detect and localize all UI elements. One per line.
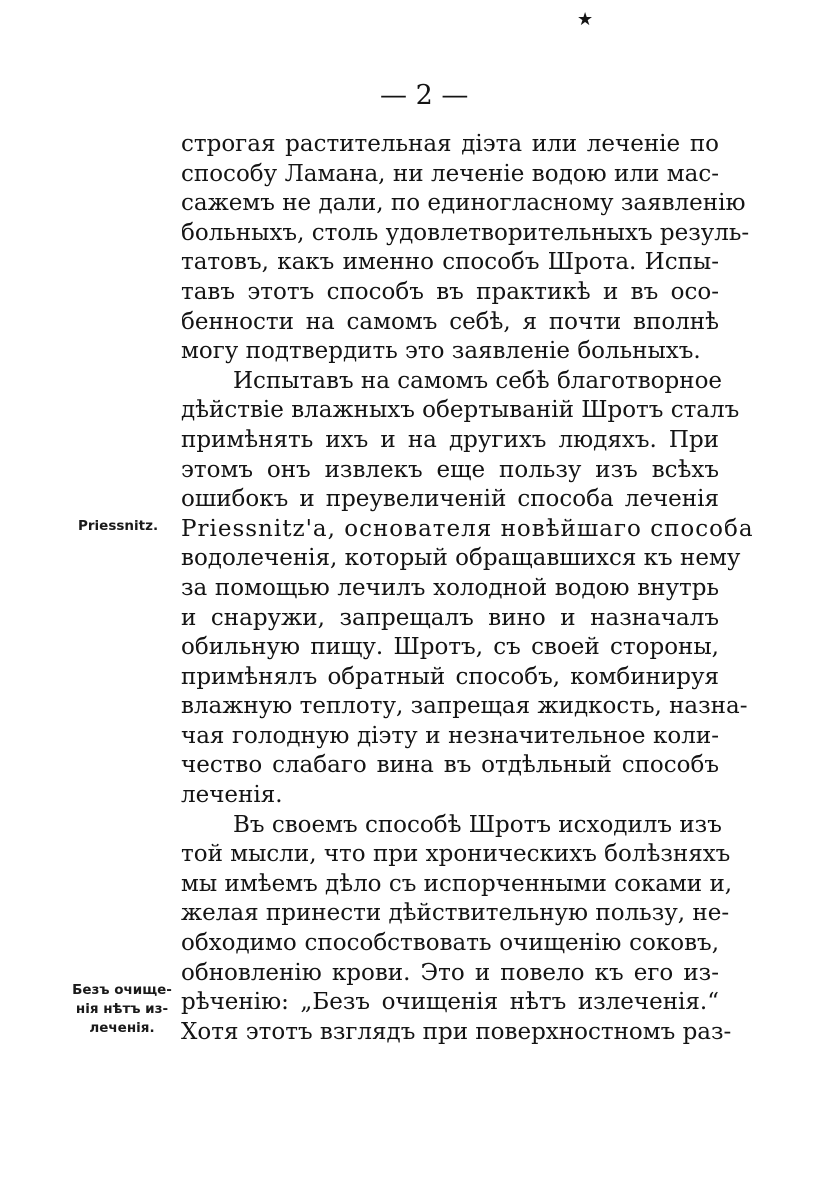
text-line: и снаружи, запрещалъ вино и назначалъ [181,604,719,631]
text-line: дѣйствіе влажныхъ обертываній Шротъ сталъ [181,397,740,424]
corner-star-mark: ★ [577,9,594,30]
text-line: ошибокъ и преувеличеній способа леченія [181,486,719,513]
text-line: больныхъ, столь удовлетворительныхъ резуль- [181,219,750,246]
text-line: леченія. [181,782,283,809]
text-line: способу Ламана, ни леченіе водою или мас- [181,160,719,187]
margin-note-line: нія нѣтъ из- [75,1001,169,1017]
text-line: обильную пищу. Шротъ, съ своей стороны, [181,634,719,661]
text-line: обходимо способствовать очищенію соковъ, [181,930,719,957]
text-line: могу подтвердить это заявленіе больныхъ. [181,338,701,365]
text-line: бенности на самомъ себѣ, я почти вполнѣ [181,308,719,335]
margin-note-cleansing [62,981,182,1038]
text-line: строгая растительная діэта или леченіе по [181,131,719,157]
text-line: влажную теплоту, запрещая жидкость, назна- [181,693,748,720]
text-line: Priessnitz'а, основателя новѣйшаго способа [181,515,754,542]
text-line: примѣнялъ обратный способъ, комбинируя [181,663,719,690]
text-line: водолеченія, который обращавшихся къ нему [181,545,741,572]
text-line: примѣнять ихъ и на другихъ людяхъ. При [181,426,719,453]
text-line: за помощью лечилъ холодной водою внутрь [181,574,719,601]
text-line: чество слабаго вина въ отдѣльный способъ [181,752,719,779]
margin-note-priessnitz: Priessnitz. [78,518,159,534]
text-line: татовъ, какъ именно способъ Шрота. Испы- [181,249,719,276]
margin-note-line: Безъ очище- [72,982,172,998]
margin-note-line: леченія. [89,1020,155,1036]
body-text [181,130,754,1047]
text-line: сажемъ не дали, по единогласному заявленію [181,190,746,217]
text-line: этомъ онъ извлекъ еще пользу изъ всѣхъ [181,456,719,483]
text-line: той мысли, что при хроническихъ болѣзняхъ [181,841,731,868]
text-line: мы имѣемъ дѣло съ испорченными соками и, [181,870,733,897]
text-line: Хотя этотъ взглядъ при поверхностномъ раз- [181,1018,732,1045]
page-number: — 2 — [380,80,469,111]
text-line: обновленію крови. Это и повело къ его из- [181,959,719,986]
text-line: рѣченію: „Безъ очищенія нѣтъ излеченія.“ [181,989,719,1016]
text-line: чая голодную діэту и незначительное коли- [181,722,719,749]
text-line: Въ своемъ способѣ Шротъ исходилъ изъ [233,811,722,838]
text-line: Испытавъ на самомъ себѣ благотворное [233,367,723,394]
text-line: желая принести дѣйствительную пользу, не- [181,900,730,927]
text-line: тавъ этотъ способъ въ практикѣ и въ осо- [181,278,719,305]
